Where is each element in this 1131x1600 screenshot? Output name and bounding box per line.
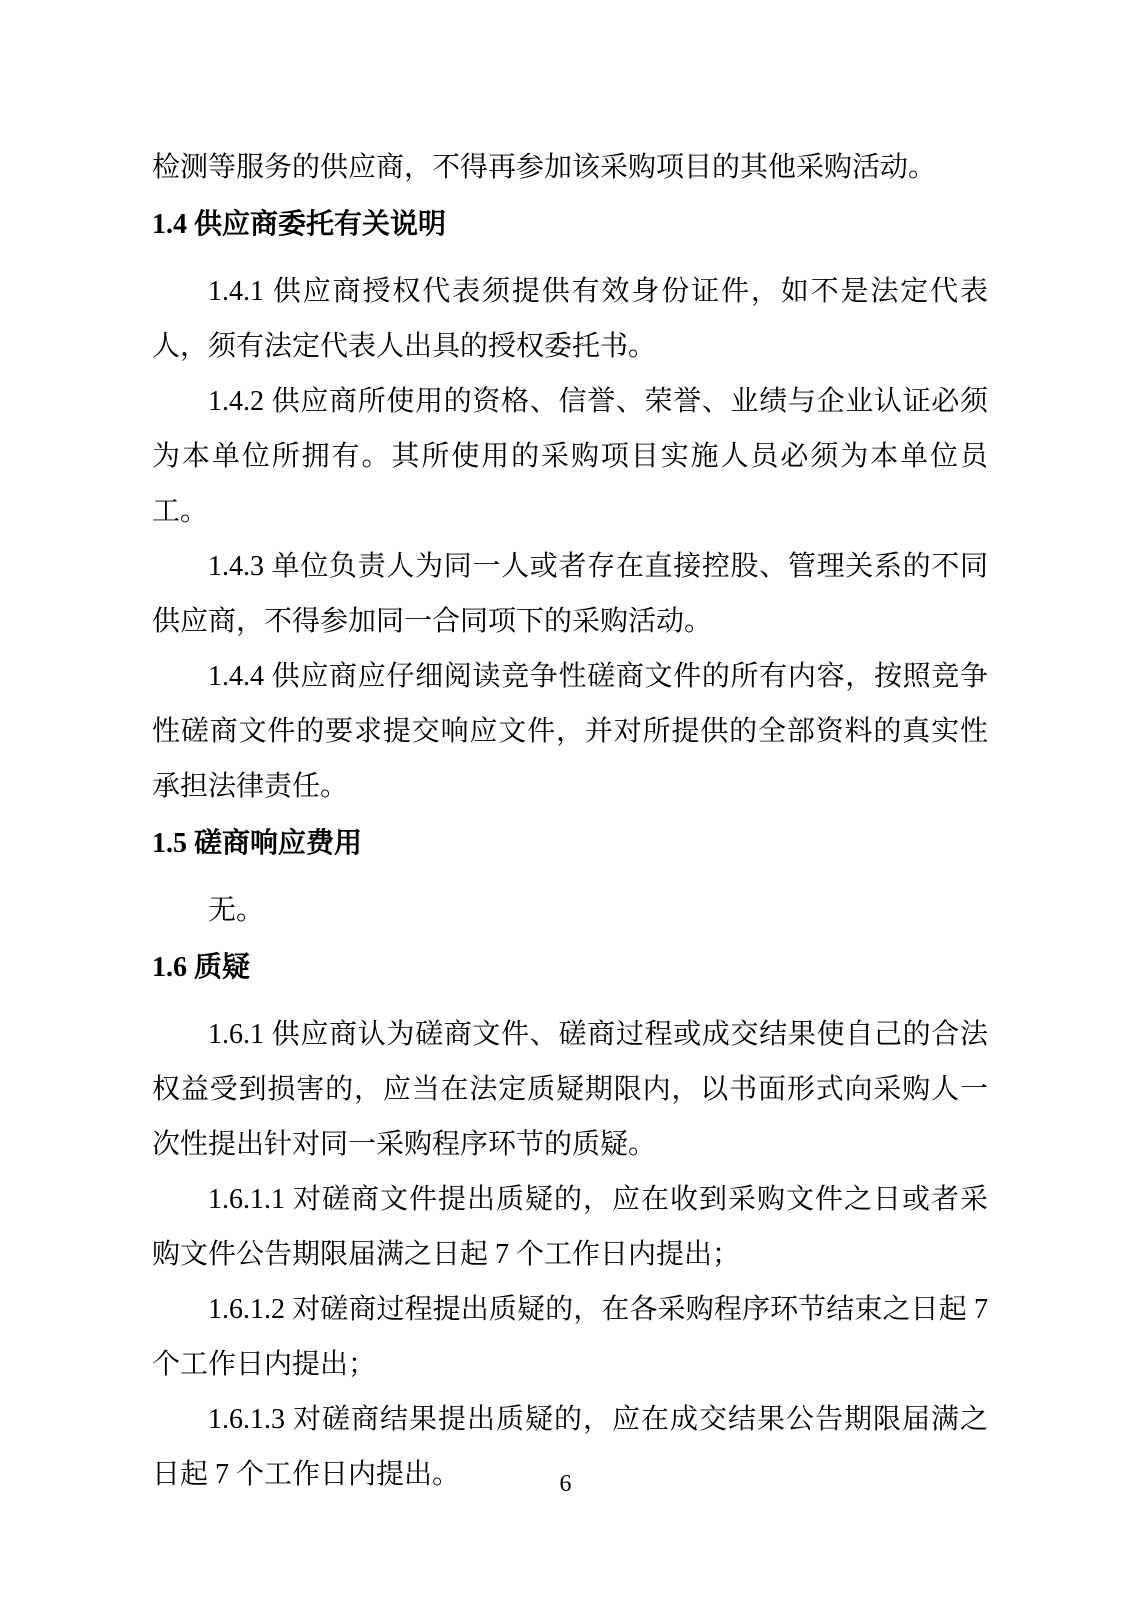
clause-1-6-1-3: 1.6.1.3 对磋商结果提出质疑的，应在成交结果公告期限届满之日起 7 个工作日内提出。 [152, 1404, 988, 1490]
clause-1-4-4: 1.4.4 供应商应仔细阅读竞争性磋商文件的所有内容，按照竞争性磋商文件的要求提交响应文件，并对所提供的全部资料的真实性承担法律责任。 [152, 661, 988, 802]
clause-1-6-1-2: 1.6.1.2 对磋商过程提出质疑的，在各采购程序环节结束之日起 7 个工作日内提出； [152, 1294, 988, 1380]
clause-1-5-none: 无。 [208, 895, 265, 926]
section-heading-1-6: 1.6 质疑 [152, 952, 251, 983]
page-number: 6 [559, 1471, 572, 1497]
clause-1-4-3: 1.4.3 单位负责人为同一人或者存在直接控股、管理关系的不同供应商，不得参加同一合同项下的采购活动。 [152, 551, 988, 637]
clause-1-4-2: 1.4.2 供应商所使用的资格、信誉、荣誉、业绩与企业认证必须为本单位所拥有。其所使用的采购项目实施人员必须为本单位员工。 [152, 386, 988, 527]
clause-1-6-1-1: 1.6.1.1 对磋商文件提出质疑的，应在收到采购文件之日或者采购文件公告期限届满之日起 7 个工作日内提出； [152, 1184, 988, 1270]
continued-paragraph: 检测等服务的供应商，不得再参加该采购项目的其他采购活动。 [152, 152, 937, 183]
page-body-text [152, 140, 988, 1502]
clause-1-4-1: 1.4.1 供应商授权代表须提供有效身份证件，如不是法定代表人，须有法定代表人出具的授权委托书。 [152, 276, 988, 362]
section-heading-1-4: 1.4 供应商委托有关说明 [152, 209, 447, 240]
section-heading-1-5: 1.5 磋商响应费用 [152, 828, 363, 859]
clause-1-6-1: 1.6.1 供应商认为磋商文件、磋商过程或成交结果使自己的合法权益受到损害的，应当在法定质疑期限内，以书面形式向采购人一次性提出针对同一采购程序环节的质疑。 [152, 1019, 988, 1160]
